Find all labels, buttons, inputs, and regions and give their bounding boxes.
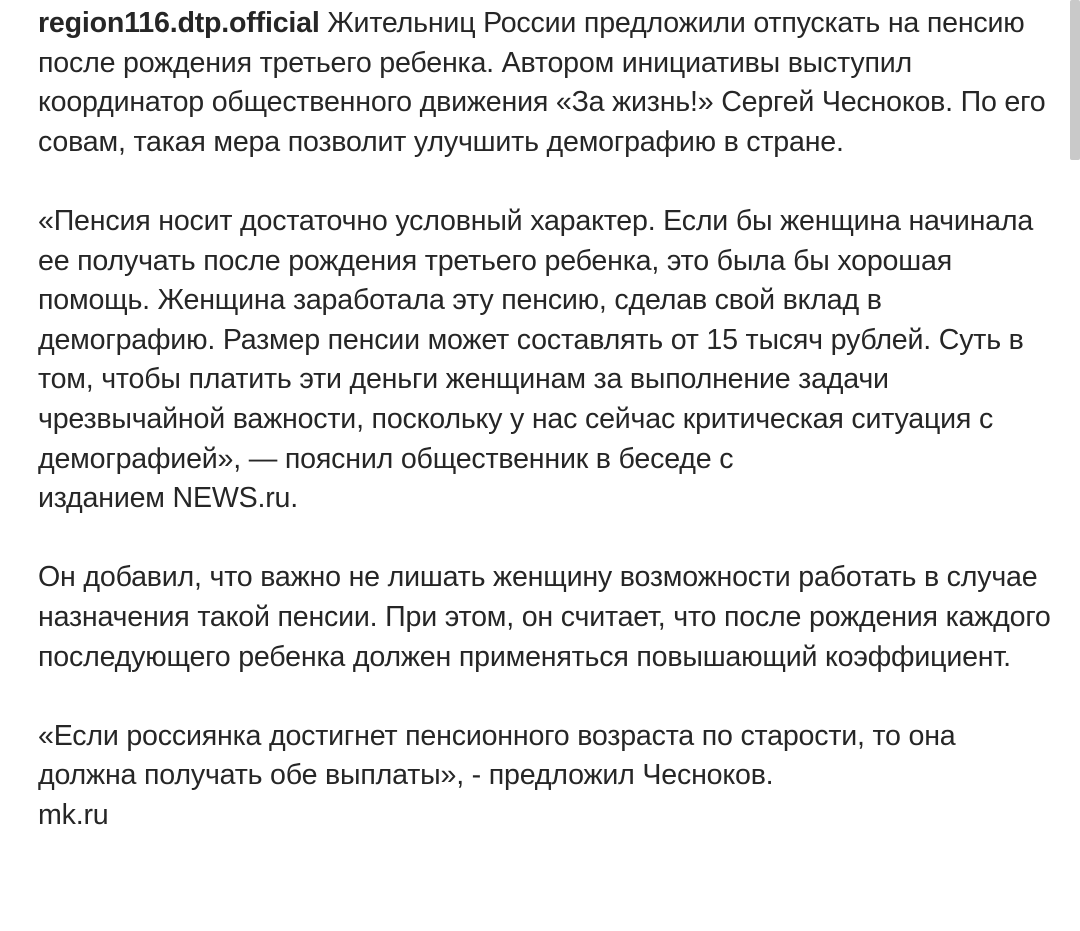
caption-text-addition: Он добавил, что важно не лишать женщину возможности работать в случае назначения такой пенсии. При этом, он считает, что после рождения каждого последующего ребенка должен применяться повышающий коэффициент. (38, 561, 1051, 673)
caption-text-quote: «Пенсия носит достаточно условный характер. Если бы женщина начинала ее получать после рождения третьего ребенка, это была бы хорошая помощь. Женщина заработала эту пенсию, сделав свой вклад в демографию. Размер пенсии может составлять от 15 тысяч рублей. Суть в том, чтобы платить эти деньги женщинам за выполнение задачи чрезвычайной важности, поскольку у нас сейчас критическая ситуация с демографией», — пояснил общественник в беседе с (38, 204, 1034, 475)
post-caption (38, 4, 1058, 835)
caption-paragraph-1 (38, 4, 1058, 162)
caption-paragraph-3 (38, 558, 1058, 677)
caption-paragraph-2 (38, 202, 1058, 519)
caption-source-domain: mk.ru (38, 798, 109, 831)
scrollbar-thumb[interactable] (1070, 0, 1080, 160)
caption-text-source-mention: изданием NEWS.ru. (38, 482, 299, 515)
caption-text-intro: Жительниц России предложили отпускать на пенсию после рождения третьего ребенка. Автором инициативы выступил координатор общественного движения «За жизнь!» Сергей Чесноков. По его совам, такая мера позволит улучшить демографию в стране. (38, 7, 1046, 158)
caption-text-closing-quote: «Если россиянка достигнет пенсионного возраста по старости, то она должна получать обе выплаты», - предложил Чесноков. (38, 719, 956, 792)
author-username-link[interactable]: region116.dtp.official (38, 7, 320, 39)
caption-paragraph-4 (38, 717, 1058, 836)
